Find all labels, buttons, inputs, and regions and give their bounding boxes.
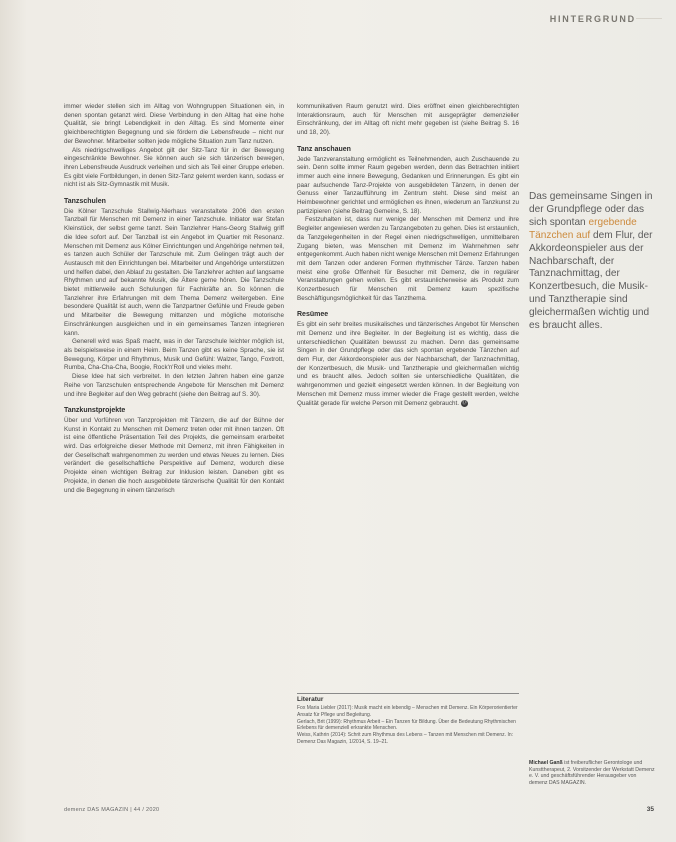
- literature-rule: [297, 693, 519, 694]
- literature-section: [297, 697, 519, 746]
- paragraph: Als niedrigschwelliges Angebot gilt der Sitz-Tanz für in der Bewegung eingeschränkte Bewohner. Sie können auch sie sich tänzerisch bewegen, ihren Lebensfreude Ausdruck verleihen und sich als Teil einer Gruppe erleben. Es gibt viele Fortbildungen, in denen Sitz-Tanz gelernt werden kann, sodass er nicht ist als Sitz-Gymnastik mit Musik.: [64, 146, 284, 189]
- author-name: Michael Ganß: [529, 760, 563, 766]
- column-left: [64, 103, 284, 495]
- pull-quote: [529, 191, 655, 333]
- subheading-tanz-anschauen: Tanz anschauen: [297, 145, 351, 153]
- subheading-tanzkunstprojekte: Tanzkunstprojekte: [64, 407, 126, 415]
- subheading-resuemee: Resümee: [297, 311, 329, 319]
- paragraph: kommunikativen Raum genutzt wird. Dies eröffnet einen gleichberechtigten Interaktionsraum, auch für Menschen mit ausgeprägter demenzieller Einschränkung, der im Alltag oft nicht mehr gegeben ist (siehe Beitrag S. 16 und 18, 20).: [297, 103, 519, 137]
- header-rule: [636, 18, 662, 19]
- paragraph: immer wieder stellen sich im Alltag von Wohngruppen Situationen ein, in denen spontan getanzt wird. Diese Verbindung in den Alltag hat eine hohe Qualität, sie bringt Lebendigkeit in den Alltag. Es sind Momente einer gleichberechtigten Begegnung und sie fördern die Lebensfreude – nicht nur der Bewohner. Mitarbeiter sollten jede mögliche Situation zum Tanz nutzen.: [64, 103, 284, 145]
- author-description: ist freiberuflicher Gerontologe und Kunsttherapeut, 2. Vorsitzender der Werkstatt Demenz e. V. und geschäftsführender Herausgeber von demenz DAS MAGAZIN.: [529, 760, 655, 786]
- literature-item: Fox Maria Liebler (2017): Musik macht ein lebendig – Menschen mit Demenz. Ein Körperorientierter Ansatz für Pflege und Begleitung.: [297, 705, 518, 718]
- footer-issue: demenz DAS MAGAZIN | 44 / 2020: [64, 807, 160, 813]
- paragraph: Diese Idee hat sich verbreitet. In den letzten Jahren haben eine ganze Reihe von Tanzschulen entsprechende Angebote für Menschen mit Demenz und ihre Begleiter auf den Weg gebracht (siehe den Beitrag auf S. 30).: [64, 373, 284, 398]
- author-bio: [529, 760, 655, 786]
- paragraph: Über und Vorführen von Tanzprojekten mit Tänzern, die auf der Bühne der Kunst in Kontakt zu Menschen mit Demenz treten oder mit ihnen tanzen. Oft ist eine öffentliche Präsentation Teil des Projekts, die gemeinsam erarbeitet wird. Das erfolgreiche dieser Methode mit Demenz, mit ihren Fähigkeiten in der Gesellschaft wahrgenommen zu werden und etwas Neues zu lernen. Dies verändert die gesellschaftliche Perspektive auf Demenz, wodurch diese Projekte einen wichtigen Beitrag zur Inklusion leisten. Daneben gibt es Projekte, in denen die hoch ausgebildete tänzerische Qualität für den Kontakt und die Begegnung in einem tänzerisch: [64, 416, 284, 494]
- literature-title: Literatur: [297, 696, 324, 703]
- resume-text: Es gibt ein sehr breites musikalisches und tänzerisches Angebot für Menschen mit Demenz und ihre Begleiter. In der Begleitung ist es wichtig, dass die unterschiedlichen Qualitäten bewusst zu machen. Denn das gemeinsame Singen in der Grundpflege oder das sich spontan ergebende Tänzchen auf dem Flur, der Akkordeonspieler aus der Nachbarschaft, der Tanznachmittag, der Konzertbesuch, die Musik- und Tanztherapie und gleichermaßen wichtig und es braucht alles. Jedoch sollten sie unterschiedliche Qualitäten, die wahrgenommen und gezielt eingesetzt werden können. In der Begleitung von Menschen mit Demenz muss immer wieder die Frage gestellt werden, welche Qualität gerade für welche Person mit Demenz gebraucht.: [297, 321, 519, 407]
- literature-item: Weiss, Kathrin (2014): Schrit zum Rhythmus des Lebens – Tanzen mit Menschen mit Demenz. In: Demenz Das Magazin, 1/2014, S. 19–21.: [297, 732, 514, 745]
- end-mark-icon: Ⓓ: [461, 399, 467, 406]
- literature-item: Gerlach, Brit (1999): Rhythmus Arbeit – Ein Tanzen für Bildung. Über die Bedeutung Rhythmischen Erlebens für demenziell erkrankte Menschen.: [297, 718, 516, 732]
- paragraph: Festzuhalten ist, dass nur wenige der Menschen mit Demenz und ihre Begleiter angewiesen werden zu Tanzangeboten zu gehen. Dies ist erstaunlich, da Tanzgelegenheiten in der Regel einen niedrigschwelligen, unmittelbaren Zugang bieten, was Menschen mit Demenz im Wahrnehmen sehr entgegenkommt. Auch haben nicht wenige Menschen mit Demenz Erfahrungen mit dem Tanzen oder anderen Formen rhythmischer Tänze. Tanzen haben meist eine große Offenheit für Besucher mit Demenz, die in regulärer Veranstaltungen gehen wollen. Es gibt erstaunlicherweise als Produkt zum Konzertbesuch für Menschen mit Demenz kaum spezifische Beschäftigungsmöglichkeit für das Tanzthema.: [297, 216, 519, 302]
- subheading-tanzschulen: Tanzschulen: [64, 198, 106, 206]
- quote-text: Das gemeinsame Singen in der Grundpflege oder das sich spontan: [529, 191, 653, 228]
- paragraph: [297, 321, 519, 408]
- quote-text-end: dem Flur, der Akkordeonspieler aus der Nachbarschaft, der Tanznachmittag, der Konzertbesuch, die Musik- und Tanztherapie sind gleichermaßen wichtig und es braucht alles.: [529, 229, 653, 332]
- page-number: 35: [646, 806, 654, 813]
- column-middle: [297, 103, 519, 408]
- quote-accent: ergebende Tänzchen auf: [529, 216, 637, 241]
- section-header: HINTERGRUND: [549, 14, 636, 24]
- paragraph: Die Kölner Tanzschule Stallwig-Nierhaus veranstaltete 2006 den ersten Tanzball für Menschen mit Demenz in einer Tanzschule. Initiator war Stefan Kleinstück, der selbst gerne tanzt. Sein Tanzlehrer Hans-Georg Stallwig griff die Idee sofort auf. Der Tanzball ist ein Angebot im Quartier mit Resonanz. Menschen mit Demenz aus Kölner Einrichtungen und Angehörige nehmen teil, es tanzen auch Schüler der Tanzschule mit. Zum Gelingen trägt auch der Austausch mit den Einrichtungen bei. Mitarbeiter und Angehörige unterstützen und helfen dabei, den Ablauf zu gestalten. Die Tanzlehrer achten auf langsame Rhythmen und auf bekannte Musik, die Ältere gerne hören. Die Tanzschule bietet mittlerweile auch Schulungen für Fachkräfte an. So können die Tanzlehrer ihre Erfahrungen mit dem Thema Demenz weitergeben. Eine besondere Qualität ist auch, wenn die Tanzpartner Gefühle und Freude geben und Mitarbeiter die Bewegung mittanzen und mögliche motorische Einschränkungen ausgleichen und in ein gemeinsames Tanzen integrieren kann.: [64, 207, 284, 337]
- paragraph: Generell wird was Spaß macht, was in der Tanzschule leichter möglich ist, als beispielsweise in einem Heim. Beim Tanzen gibt es keine Sprache, sie ist Bewegung, Körper und Rhythmus, Musik und Gefühl: Walzer, Tango, Foxtrott, Rumba, Cha-Cha-Cha, Boogie, Rock'n'Roll und vieles mehr.: [64, 338, 284, 372]
- paragraph: Jede Tanzveranstaltung ermöglicht es Teilnehmenden, auch Zuschauende zu sein. Denn sollte immer Raum gegeben werden, denn das Betrachten initiiert immer auch eine innere Bewegung, Gedanken und Erinnerungen. Es gibt ein paar aufsuchende Tanz-Projekte von ausgebildeten Tänzern, in denen der Genuss einer Tanzaufführung im Zentrum steht. Diese sind meist an Heimbewohner gerichtet und ermöglichen es ihnen, wiederum an Tanzkunst zu partizipieren (siehe Beitrag Gemeine, S. 18).: [297, 155, 519, 215]
